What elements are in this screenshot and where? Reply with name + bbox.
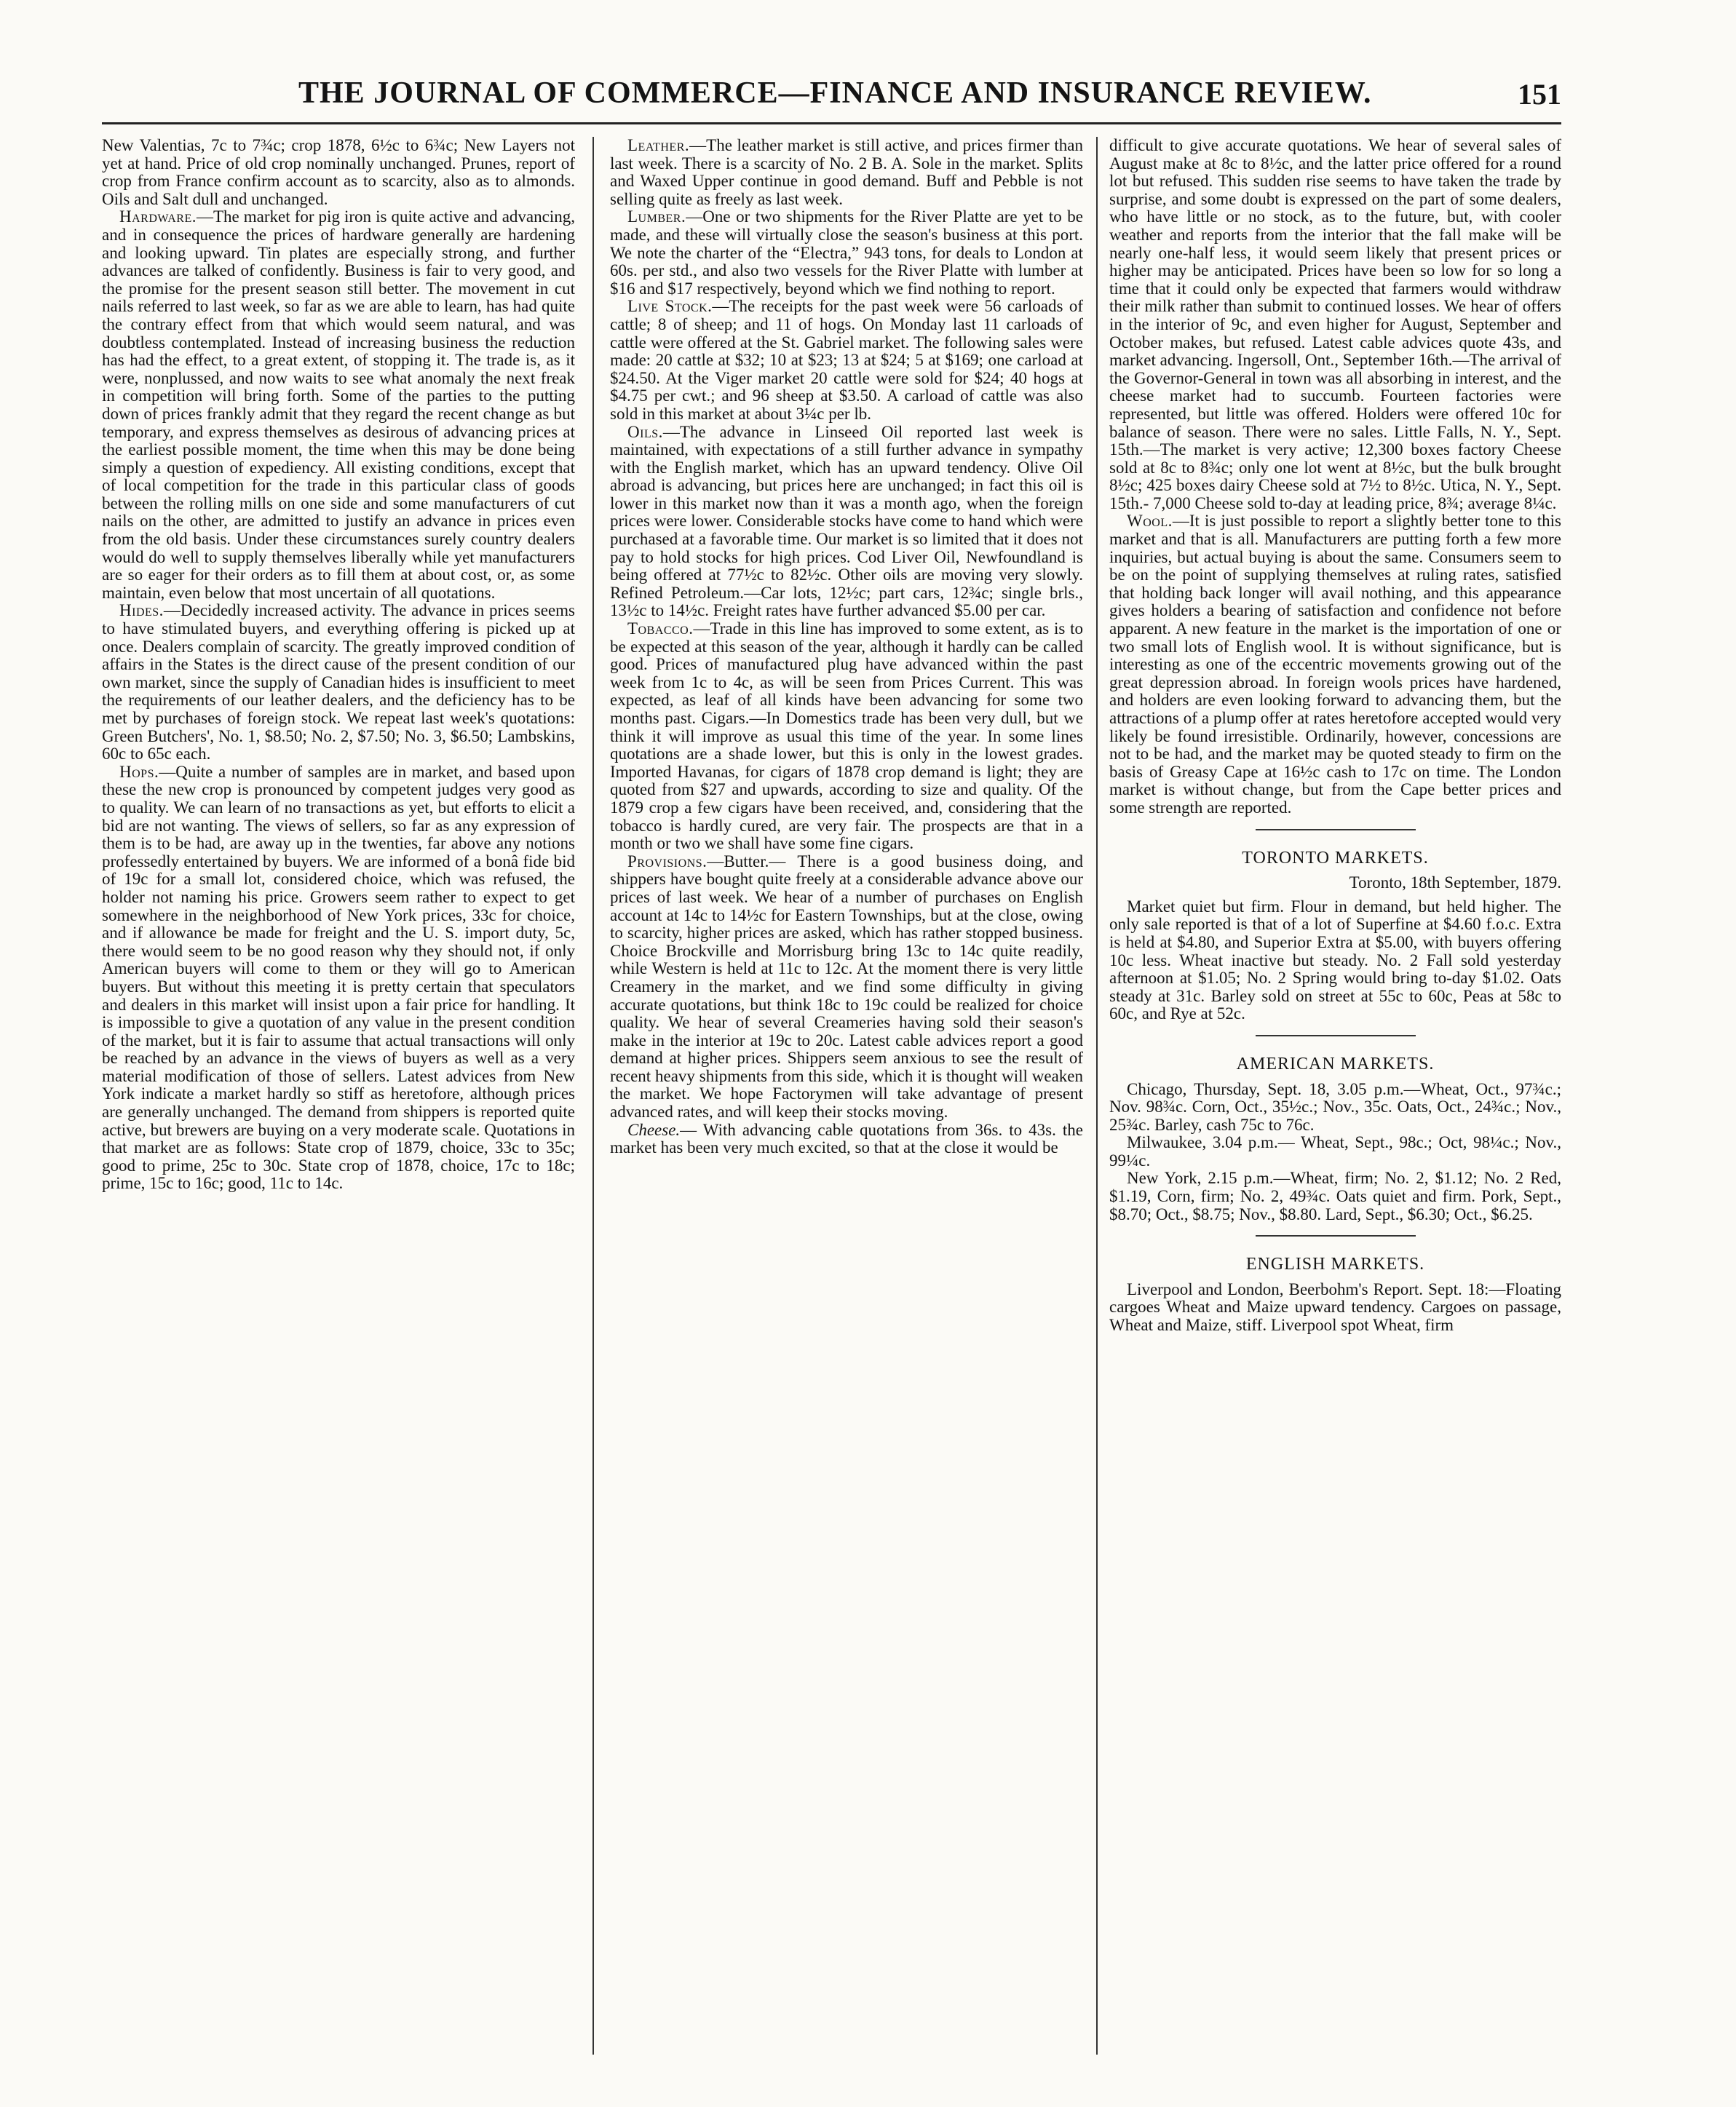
hides-heading: Hides. [119,601,164,620]
wool-text: —It is just possible to report a slightly better tone to this market and that is all. Manufacturers are putting forth a few more inquiries, but actual buying is about the same. Consumers seem to be on the point of supplying themselves at ruling rates, satisfied that holding back longer will avail nothing, and this appearance gives holders a bearing of satisfaction and confidence not before apparent. A new feature in the market is the importation of one or two small lots of English wool. It is without significance, but is interesting as one of the eccentric movements growing out of the great depression abroad. In foreign wools prices have hardened, and holders are even looking forward to advancing them, but the attractions of a plump offer at rates heretofore accepted would very likely be found irresistible. Ordinarily, however, concessions are not to be had, and the market may be quoted steady to firm on the basis of Greasy Cape at 16½c cash to 17c on time. The London market is without change, but from the Cape better prices and some strength are reported. [1109,512,1561,817]
cheese-continued: difficult to give accurate quotations. We hear of several sales of August make at 8c to 8½c, and the latter price offered for a round lot but refused. This sudden rise seems to have taken the trade by surprise, and some doubt is expressed on the part of some dealers, who have little or no stock, as to the future, but, with cooler weather and reports from the interior that the fall make will be nearly one-half less, it would seem likely that present prices or higher may be anticipated. Prices have been so low for so long a time that it could only be expected that farmers would withdraw their milk rather than submit to continued losses. We hear of offers in the interior of 9c, and even higher for August, September and October makes, but refused. Latest cable advices quote 43s, and market advancing. Ingersoll, Ont., September 16th.—The arrival of the Governor-General in town was all absorbing in interest, and the cheese market had to succumb. Fourteen factories were represented, but little was offered. Holders were offered 10c for balance of season. There were no sales. Little Falls, N. Y., Sept. 15th.—The market is very active; 12,300 boxes factory Cheese sold at 8c to 8¾c; only one lot went at 8½c, but the bulk brought 8½c; 425 boxes dairy Cheese sold at 7½ to 8½c. Utica, N. Y., Sept. 15th.- 7,000 Cheese sold to-day at leading price, 8¾; average 8¼c. [1109,137,1561,512]
page-title: THE JOURNAL OF COMMERCE—FINANCE AND INSURANCE REVIEW. [298,76,1372,110]
tobacco-paragraph [610,620,1083,853]
wool-heading: Wool. [1127,512,1173,531]
english-text: Liverpool and London, Beerbohm's Report. Sept. 18:—Floating cargoes Wheat and Maize upward tendency. Cargoes on passage, Wheat and Maize, stiff. Liverpool spot Wheat, firm [1109,1279,1561,1335]
hops-heading: Hops. [119,762,159,781]
leather-paragraph [610,137,1083,208]
leather-heading: Leather. [627,137,690,154]
provisions-heading: Provisions. [627,852,708,870]
cheese-text: — With advancing cable quotations from 36s. to 43s. the market has been very much excited, so that at the close it would be [610,1120,1083,1157]
livestock-heading: Live Stock. [627,297,713,316]
toronto-dateline: Toronto, 18th September, 1879. [1349,873,1561,892]
chicago-text: Chicago, Thursday, Sept. 18, 3.05 p.m.—Wheat, Oct., 97¾c.; Nov. 98¾c. Corn, Oct., 35½c.; Nov., 35c. Oats, Oct., 24¾c.; Nov., 25¾c. Barley, cash 75c to 76c. [1109,1079,1561,1134]
oils-heading: Oils. [627,422,663,441]
column-divider [592,137,594,2055]
provisions-paragraph [610,853,1083,1122]
column-divider [1096,137,1098,2055]
lumber-paragraph [610,208,1083,298]
oils-text: —The advance in Linseed Oil reported last week is maintained, with expectations of a still further advance in sympathy with the English market, which has an upward tendency. Olive Oil abroad is advancing, but prices here are unchanged; in fact this oil is lower in this market now than it was a month ago, when the foreign prices were lower. Considerable stocks have come to hand which were purchased at a favorable time. Our market is so limited that it does not pay to hold stocks for high prices. Cod Liver Oil, Newfoundland is being offered at 77½c to 82½c. Other oils are moving very slowly. Refined Petroleum.—Car lots, 12½c; part cars, 12¾c; single brls., 13½c to 14½c. Freight rates have further advanced $5.00 per car. [610,422,1083,620]
livestock-paragraph [610,298,1083,423]
column-right [1109,137,1561,2055]
oils-paragraph [610,424,1083,621]
running-head [102,73,1561,124]
page-number: 151 [1518,78,1561,111]
provisions-text: —Butter.— There is a good business doing, and shippers have bought quite freely at a considerable advance above our prices of last week. We hear of a number of purchases on English account at 14c to 14½c for Eastern Townships, but at the close, owing to scarcity, higher prices are asked, which has rather stopped business. Choice Brockville and Morrisburg bring 13c to 14c quite readily, while Western is held at 11c to 12c. At the moment there is very little Creamery in the market, and we find some difficulty in giving accurate quotations, but think 18c to 19c could be realized for choice quality. We hear of several Creameries having sold their season's make in the interior at 19c to 20c. Latest cable advices report a good demand at higher prices. Shippers seem anxious to see the result of recent heavy shipments from this side, which it is thought will weaken the market. We hope Factorymen will take advantage of present advanced rates, and will keep their stocks moving. [610,852,1083,1122]
toronto-text: Market quiet but firm. Flour in demand, but held higher. The only sale reported is that of a lot of Superfine at $4.60 f.o.c. Extra is held at $4.80, and Superior Extra at $5.00, with buyers offering 10c less. Wheat inactive but steady. No. 2 Fall sold yesterday afternoon at $1.05; No. 2 Spring would bring to-day $1.02. Oats steady at 31c. Barley sold on street at 55c to 60c, Peas at 58c to 60c, and Rye at 52c. [1109,897,1561,1023]
column-middle [610,137,1083,2055]
hardware-heading: Hardware. [119,207,197,226]
section-rule [1256,1035,1416,1036]
cheese-paragraph [610,1122,1083,1157]
english-markets-title: ENGLISH MARKETS. [1245,1255,1425,1274]
hides-paragraph [102,602,575,763]
section-rule [1256,1235,1416,1237]
hops-paragraph [102,763,575,1193]
tobacco-text: —Trade in this line has improved to some extent, as is to be expected at this season of the year, although it hardly can be called good. Prices of manufactured plug have advanced within the past week from 1c to 4c, as will be seen from Prices Current. This was expected, as leaf of all kinds have been advancing for some two months past. Cigars.—In Domestics trade has been very dull, but we think it will improve as usual this time of the year. In some lines quotations are a shade lower, but this is only in the lowest grades. Imported Havanas, for cigars of 1878 crop demand is light; they are quoted from $27 and upwards, according to size and quality. Of the 1879 crop a few cigars have been received, and, considering that the tobacco is hardly cured, are very fair. The prospects are that in a month or two we shall have some fine cigars. [610,619,1083,853]
livestock-text: —The receipts for the past week were 56 carloads of cattle; 8 of sheep; and 11 of hogs. On Monday last 11 carloads of cattle were offered at the St. Gabriel market. The following sales were made: 20 cattle at $32; 10 at $23; 13 at $24; 5 at $169; one carload at $24.50. At the Viger market 20 cattle were sold for $24; 40 hogs at $4.75 per cwt.; and 96 sheep at $3.50. A carload of cattle was also sold in this market at about 3¼c per lb. [610,297,1083,423]
fruit-paragraph: New Valentias, 7c to 7¾c; crop 1878, 6½c to 6¾c; New Layers not yet at hand. Price of old crop nominally unchanged. Prunes, report of crop from France confirm account as to scarcity, also as to almonds. Oils and Salt dull and unchanged. [102,137,575,208]
lumber-text: —One or two shipments for the River Platte are yet to be made, and these will virtually close the season's business at this port. We note the charter of the “Electra,” 943 tons, for deals to London at 60s. per std., and also two vessels for the River Platte with lumber at $16 and $17 respectively, beyond which we find nothing to report. [610,207,1083,298]
hardware-paragraph [102,208,575,602]
section-rule [1256,829,1416,830]
toronto-markets-title: TORONTO MARKETS. [1242,848,1429,868]
newyork-text: New York, 2.15 p.m.—Wheat, firm; No. 2, $1.12; No. 2 Red, $1.19, Corn, firm; No. 2, 49¾c. Oats quiet and firm. Pork, Sept., $8.70; Oct., $8.75; Nov., $8.80. Lard, Sept., $6.30; Oct., $6.25. [1109,1169,1561,1223]
tobacco-heading: Tobacco. [627,619,694,638]
column-left [102,137,575,2055]
hops-text: —Quite a number of samples are in market, and based upon these the new crop is pronounced by competent judges very good as to quality. We can learn of no transactions as yet, but efforts to elicit a bid are not wanting. The views of sellers, so far as any expression of them is to be had, are away up in the twenties, far above any notions professedly entertained by buyers. We are informed of a bonâ fide bid of 19c for a small lot, considered choice, which was refused, the holder not naming his price. Growers seem rather to expect to get somewhere in the neighborhood of New York prices, 33c for choice, and if allowance be made for freight and the U. S. import duty, 5c, there would seem to be no good reason why they should not, if only American buyers will come to them or they will go to American buyers. But without this meeting it is pretty certain that speculators and dealers in this market will insist upon a fair price for handling. It is impossible to give a quotation of any value in the present condition of the market, but it is fair to assume that actual transactions will only be reached by an advance in the views of buyers as well as a very material modification of those of sellers. Latest advices from New York indicate a market hardly so stiff as heretofore, although prices are generally unchanged. The demand from shippers is reported quite active, but brewers are buying on a very moderate scale. Quotations in that market are as follows: State crop of 1879, choice, 33c to 35c; good to prime, 25c to 30c. State crop of 1878, choice, 17c to 18c; prime, 15c to 16c; good, 11c to 14c. [102,762,575,1193]
header-rule [102,122,1561,124]
hardware-text: —The market for pig iron is quite active and advancing, and in consequence the prices of hardware generally are hardening and looking upward. Tin plates are especially strong, and further advances are talked of confidently. Business is fair to very good, and the promise for the present season still better. The movement in cut nails referred to last week, so far as we are able to learn, has had quite the contrary effect from that which would seem natural, and was doubtless contemplated. Instead of increasing business the reduction has had the effect, to a great extent, of stopping it. The trade is, as it were, nonplussed, and now waits to see what anomaly the next freak in competition will bring forth. Some of the parties to the putting down of prices frankly admit that they regard the recent change as but temporary, and express themselves as desirous of advancing prices at the earliest possible moment, the time when this may be done being simply a question of expediency. All existing conditions, except that of local competition for the trade in this particular class of goods between the rolling mills on one side and some manufacturers of cut nails on the other, are admitted to justify an advance in prices even from the old basis. Under these circumstances surely country dealers would do well to supply themselves liberally while yet manufacturers are so eager for their orders as to fill them at about cost, or, as some maintain, even below that most uncertain of all quotations. [102,207,575,602]
american-markets-title: AMERICAN MARKETS. [1236,1054,1435,1074]
milwaukee-text: Milwaukee, 3.04 p.m.— Wheat, Sept., 98c.; Oct, 98¼c.; Nov., 99¼c. [1109,1133,1561,1170]
wool-paragraph [1109,512,1561,817]
leather-text: —The leather market is still active, and prices firmer than last week. There is a scarcity of No. 2 B. A. Sole in the market. Splits and Waxed Upper continue in good demand. Buff and Pebble is not selling quite as freely as last week. [610,137,1083,208]
hides-text: —Decidedly increased activity. The advance in prices seems to have stimulated buyers, and everything offering is picked up at once. Dealers complain of scarcity. The greatly improved condition of affairs in the States is the direct cause of the present condition of our own market, since the supply of Canadian hides is insufficient to meet the requirements of our leather dealers, and the deficiency has to be met by purchases of foreign stock. We repeat last week's quotations: Green Butchers', No. 1, $8.50; No. 2, $7.50; No. 3, $6.50; Lambskins, 60c to 65c each. [102,601,575,763]
cheese-heading: Cheese. [627,1120,681,1139]
lumber-heading: Lumber. [627,207,686,226]
